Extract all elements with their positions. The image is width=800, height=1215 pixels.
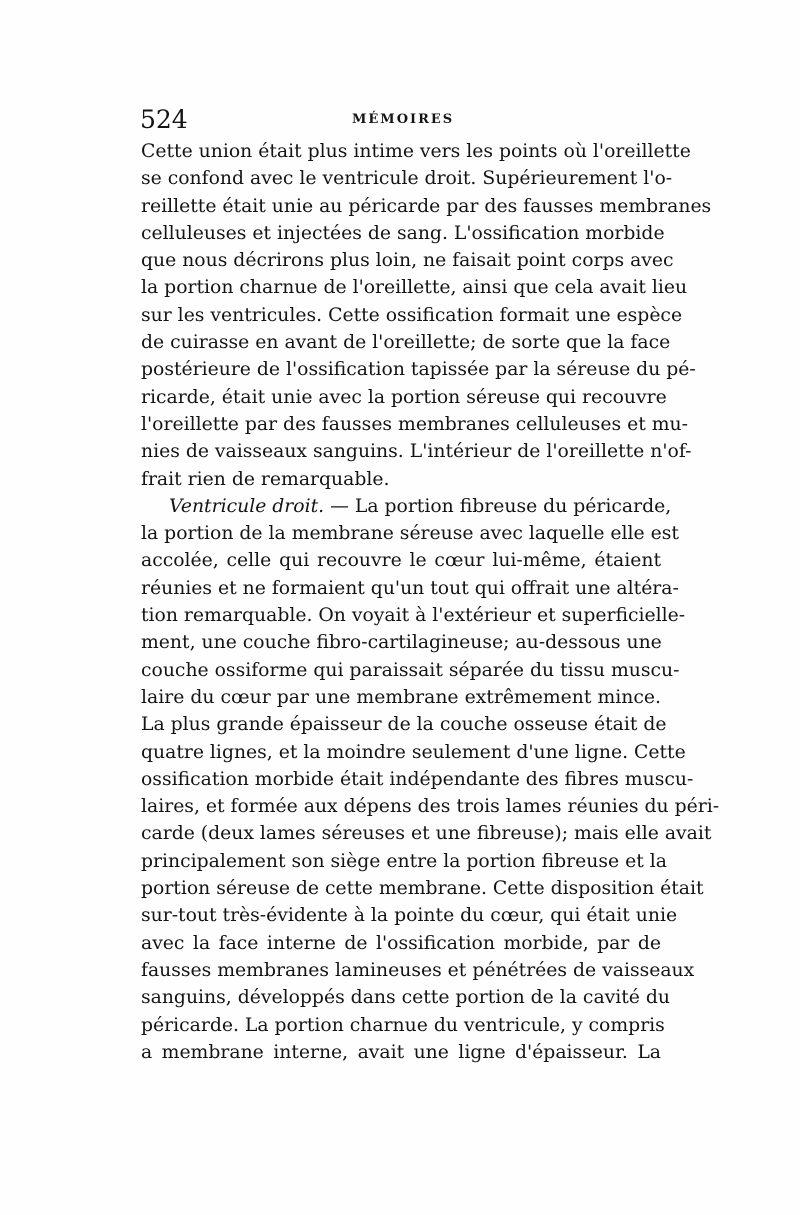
text-line: fausses membranes lamineuses et pénétrées de vaisseaux [141,959,695,981]
text-line: quatre lignes, et la moindre seulement d'une ligne. Cette [141,741,686,763]
page-number: 524 [140,105,188,134]
text-line: carde (deux lames séreuses et une fibreuse); mais elle avait [141,823,712,845]
text-line: réunies et ne formaient qu'un tout qui offrait une altéra- [141,577,679,599]
text-line: postérieure de l'ossification tapissée par la séreuse du pé- [141,359,696,381]
text-line: nies de vaisseaux sanguins. L'intérieur de l'oreillette n'of- [141,441,692,463]
text-line: sur-tout très-évidente à la pointe du cœur, qui était unie [141,905,678,927]
text-line: reillette était unie au péricarde par des fausses membranes [141,195,712,217]
text-line: la portion charnue de l'oreillette, ainsi que cela avait lieu [141,277,688,299]
text-line: que nous décrirons plus loin, ne faisait point corps avec [141,250,674,272]
text-line: de cuirasse en avant de l'oreillette; de sorte que la face [141,332,671,354]
paragraph-start-line [141,493,672,520]
text-line: Cette union était plus intime vers les points où l'oreillette [141,141,691,162]
body-text [141,138,720,1066]
text-line: celluleuses et injectées de sang. L'ossification morbide [141,222,665,244]
text-line: laires, et formée aux dépens des trois lames réunies du péri- [141,796,720,818]
text-line: tion remarquable. On voyait à l'extérieur et superficielle- [141,605,686,627]
text-line: couche ossiforme qui paraissait séparée du tissu muscu- [141,659,680,681]
text-line: l'oreillette par des fausses membranes celluleuses et mu- [141,413,688,435]
running-head: MÉMOIRES [352,112,455,127]
text-line: se confond avec le ventricule droit. Supérieurement l'o- [141,168,673,190]
text-line: principalement son siège entre la portion fibreuse et la [141,850,667,872]
paragraph-start-text: — La portion fibreuse du péricarde, [324,495,672,517]
text-line: ricarde, était unie avec la portion séreuse qui recouvre [141,386,667,408]
text-line: sanguins, développés dans cette portion de la cavité du [141,987,671,1009]
text-line: péricarde. La portion charnue du ventricule, y compris [141,1014,665,1036]
text-line: laire du cœur par une membrane extrêmement mince. [141,686,661,708]
text-line: la portion de la membrane séreuse avec laquelle elle est [141,523,679,545]
text-line: accolée, celle qui recouvre le cœur lui-même, étaient [141,550,661,572]
text-line: avec la face interne de l'ossification morbide, par de [141,932,661,954]
text-line: sur les ventricules. Cette ossification formait une espèce [141,304,683,326]
text-line: frait rien de remarquable. [141,468,390,490]
text-line: ossification morbide était indépendante des fibres muscu- [141,768,694,790]
text-line: portion séreuse de cette membrane. Cette disposition était [141,878,704,900]
text-line: La plus grande épaisseur de la couche osseuse était de [141,714,667,736]
section-heading-inline: Ventricule droit. [169,495,325,517]
text-line: ment, une couche fibro-cartilagineuse; au-dessous une [141,632,662,654]
page-header [140,105,520,135]
text-line: a membrane interne, avait une ligne d'épaisseur. La [141,1041,661,1063]
